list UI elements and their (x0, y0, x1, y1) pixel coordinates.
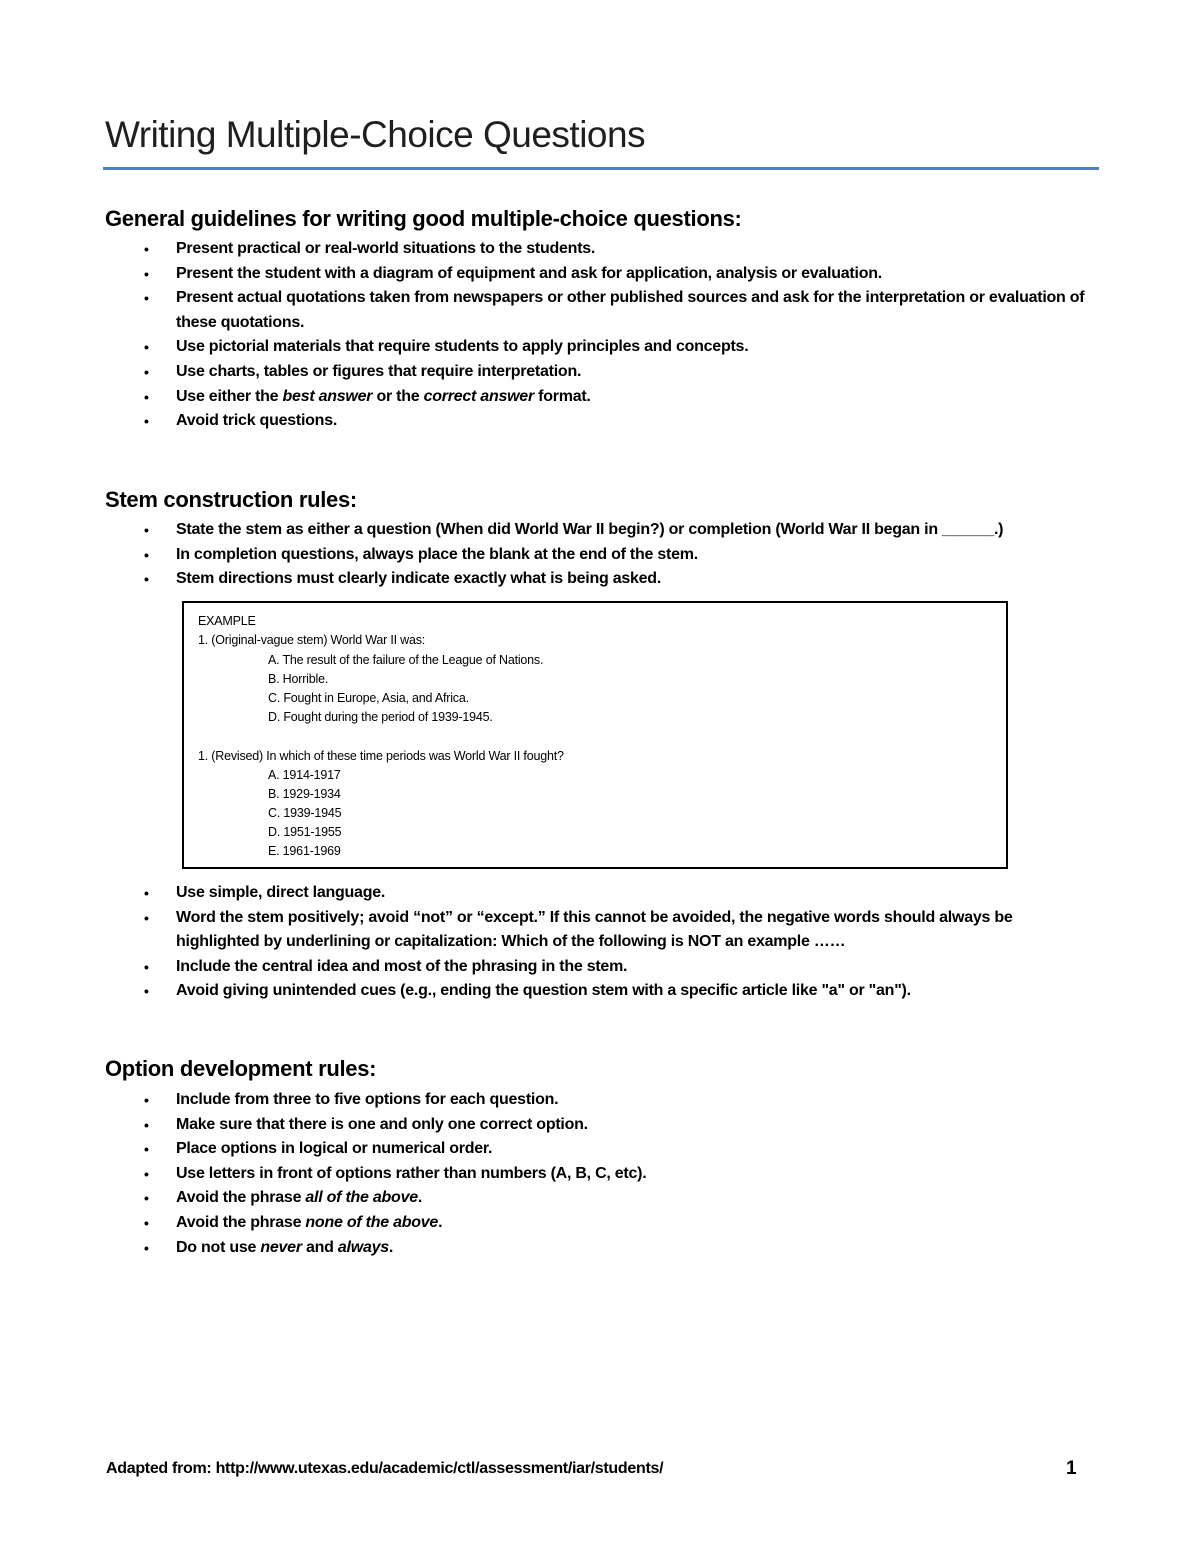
text-run: . (417, 1189, 423, 1207)
text-run: Do not use (176, 1238, 261, 1256)
bullet-icon: • (144, 290, 149, 307)
bullet-icon: • (144, 1092, 149, 1108)
list-item-text (176, 1091, 558, 1108)
list-item-text (176, 412, 337, 429)
example-q2-option: B. 1929-1934 (268, 787, 341, 801)
bullet-icon: • (144, 1116, 149, 1133)
list-item (0, 955, 1096, 980)
emphasis-text: never (260, 1238, 302, 1256)
list-item-text (176, 1189, 422, 1206)
text-run: Use either the (176, 387, 283, 405)
page-number: 1 (1066, 1458, 1077, 1479)
bullet-icon: • (144, 571, 149, 588)
list-item-text (176, 363, 581, 380)
stem-rules-list-continued (0, 881, 1200, 1004)
bullet-icon: • (144, 388, 149, 405)
list-item (0, 881, 1096, 906)
list-item-text (176, 338, 748, 355)
stem-rules-list (0, 518, 1200, 592)
example-q2-option: C. 1939-1945 (268, 806, 342, 820)
list-item (0, 409, 1096, 434)
page-title: Writing Multiple-Choice Questions (105, 114, 646, 155)
list-item (0, 237, 1096, 262)
text-run: Avoid trick questions. (176, 412, 338, 430)
list-item-text (176, 570, 661, 587)
bullet-icon: • (144, 958, 149, 975)
list-item-text (176, 546, 698, 563)
example-q1-option: D. Fought during the period of 1939-1945. (268, 710, 493, 724)
text-run: and (301, 1238, 338, 1256)
bullet-icon: • (144, 363, 149, 380)
bullet-icon: • (144, 1214, 149, 1231)
footer-source: Adapted from: http://www.utexas.edu/academic/ctl/assessment/iar/students/ (106, 1460, 664, 1477)
list-item (0, 1236, 1096, 1261)
example-q1-option: A. The result of the failure of the League of Nations. (268, 653, 544, 667)
text-run: format. (533, 387, 591, 405)
bullet-icon: • (144, 265, 149, 282)
bullet-icon: • (144, 885, 149, 901)
text-run: Avoid the phrase (176, 1189, 306, 1207)
stem-rules-heading: Stem construction rules: (105, 487, 357, 512)
list-item (0, 360, 1096, 385)
text-run: In completion questions, always place the blank at the end of the stem. (176, 545, 698, 563)
list-item (0, 335, 1096, 360)
list-item (0, 1211, 1096, 1236)
bullet-icon: • (144, 1165, 149, 1182)
bullet-icon: • (144, 546, 149, 563)
bullet-icon: • (144, 413, 149, 430)
bullet-icon: • (144, 909, 149, 926)
list-item-text (176, 521, 1003, 538)
option-rules-list (0, 1088, 1200, 1260)
list-item (0, 286, 1096, 335)
bullet-icon: • (144, 339, 149, 356)
bullet-icon: • (144, 1190, 149, 1207)
text-run: Present actual quotations taken from newspapers or other published sources and ask for the interpretation or evaluation of these quotations. (176, 289, 1085, 331)
list-item (0, 262, 1096, 287)
example-label: EXAMPLE (198, 614, 256, 628)
list-item-text (176, 958, 627, 975)
text-run: Present practical or real-world situations to the students. (176, 240, 596, 257)
list-item (0, 1088, 1096, 1113)
general-guidelines-list (0, 237, 1200, 434)
text-run: Present the student with a diagram of equipment and ask for application, analysis or evaluation. (176, 264, 882, 282)
text-run: Make sure that there is one and only one correct option. (176, 1115, 588, 1133)
list-item-text (176, 982, 911, 999)
bullet-icon: • (144, 983, 149, 1000)
general-guidelines-heading: General guidelines for writing good multiple-choice questions: (105, 206, 742, 231)
example-q2-option: A. 1914-1917 (268, 768, 341, 782)
text-run: State the stem as either a question (When did World War II begin?) or completion (World War II began in ______.) (176, 521, 1004, 538)
emphasis-text: correct answer (423, 387, 534, 405)
example-q1-option: B. Horrible. (268, 672, 329, 686)
example-q2-option: D. 1951-1955 (268, 825, 342, 839)
list-item-text (176, 1165, 646, 1182)
text-run: Include from three to five options for each question. (176, 1091, 559, 1108)
text-run: Stem directions must clearly indicate exactly what is being asked. (176, 570, 662, 588)
list-item (0, 979, 1096, 1004)
text-run: Use letters in front of options rather than numbers (A, B, C, etc). (176, 1164, 647, 1182)
text-run: or the (372, 387, 424, 405)
option-rules-heading: Option development rules: (105, 1056, 377, 1081)
example-box (182, 601, 1008, 869)
emphasis-text: always (337, 1238, 389, 1256)
text-run: Word the stem positively; avoid “not” or “except.” If this cannot be avoided, the negative words should always be highlighted by underlining or capitalization: Which of the following is NOT an example …… (176, 908, 1013, 951)
list-item (0, 567, 1096, 592)
list-item (0, 1113, 1096, 1138)
list-item-text (176, 240, 595, 257)
bullet-icon: • (144, 1141, 149, 1158)
text-run: . (388, 1238, 394, 1256)
text-run: Use pictorial materials that require students to apply principles and concepts. (176, 338, 749, 356)
list-item-text (176, 1140, 492, 1157)
list-item-text (176, 265, 882, 282)
bullet-icon: • (144, 241, 149, 257)
text-run: . (438, 1213, 443, 1231)
text-run: Avoid giving unintended cues (e.g., ending the question stem with a specific article like "a" or "an"). (176, 982, 911, 1000)
list-item (0, 1162, 1096, 1187)
list-item-text (176, 1239, 393, 1256)
example-q1-stem: 1. (Original-vague stem) World War II was: (198, 633, 426, 647)
list-item (0, 906, 1096, 955)
example-q2-stem: 1. (Revised) In which of these time periods was World War II fought? (198, 749, 564, 763)
text-run: Place options in logical or numerical order. (176, 1140, 493, 1158)
list-item (0, 543, 1096, 568)
list-item-text (176, 1214, 442, 1231)
list-item-text (176, 909, 1013, 951)
text-run: Include the central idea and most of the phrasing in the stem. (176, 957, 628, 975)
list-item-text (176, 289, 1084, 331)
list-item-text (176, 1116, 588, 1133)
emphasis-text: none of the above (305, 1213, 439, 1231)
emphasis-text: all of the above (305, 1189, 418, 1207)
example-q1-option: C. Fought in Europe, Asia, and Africa. (268, 691, 469, 705)
text-run: Use charts, tables or figures that require interpretation. (176, 362, 582, 380)
text-run: Avoid the phrase (176, 1213, 306, 1231)
list-item-text (176, 388, 591, 405)
bullet-icon: • (144, 1239, 149, 1256)
list-item (0, 385, 1096, 410)
list-item-text (176, 884, 385, 901)
list-item (0, 1186, 1096, 1211)
example-q2-option: E. 1961-1969 (268, 844, 341, 858)
title-underline (103, 167, 1099, 170)
bullet-icon: • (144, 522, 149, 538)
emphasis-text: best answer (282, 387, 373, 405)
list-item (0, 518, 1096, 543)
list-item (0, 1137, 1096, 1162)
text-run: Use simple, direct language. (176, 884, 386, 901)
